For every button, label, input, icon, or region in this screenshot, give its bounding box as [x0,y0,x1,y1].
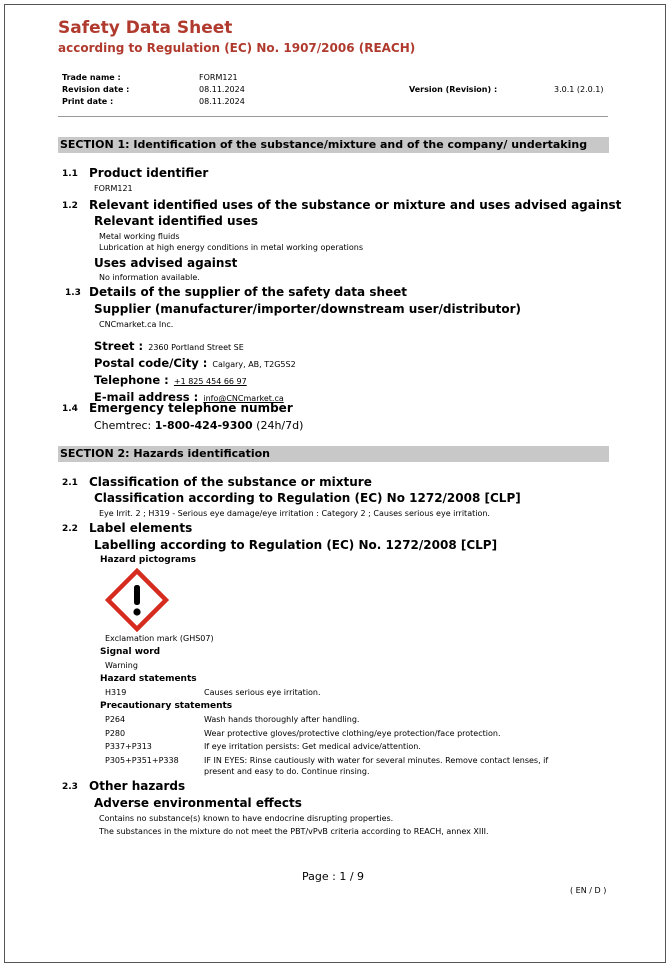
environmental-text-2: The substances in the mixture do not meet the PBT/vPvB criteria according to REACH, annex XIII. [99,827,489,836]
document-subtitle: according to Regulation (EC) No. 1907/2006 (REACH) [58,41,416,55]
revision-date-value: 08.11.2024 [199,85,245,94]
page-number: Page : 1 / 9 [302,870,365,883]
email-label: E-mail address : [94,390,199,404]
s21-classification-heading: Classification according to Regulation (EC) No 1272/2008 [CLP] [94,491,521,505]
hazard-statements-heading: Hazard statements [100,674,197,684]
s12-advised-against-heading: Uses advised against [94,256,238,270]
trade-name-value: FORM121 [199,73,238,82]
signal-word-heading: Signal word [100,647,161,657]
pictogram-caption: Exclamation mark (GHS07) [105,634,214,643]
use-lubrication: Lubrication at high energy conditions in metal working operations [99,243,364,252]
s21-number: 2.1 [62,478,78,488]
precaution-code: P337+P313 [105,742,152,751]
s23-environmental-heading: Adverse environmental effects [94,796,302,810]
s11-number: 1.1 [62,169,78,179]
precaution-code: P305+P351+P338 [105,756,179,765]
precaution-code: P264 [105,715,126,724]
precaution-text: Wash hands thoroughly after handling. [204,715,360,724]
s11-title: Product identifier [89,166,209,180]
s14-number: 1.4 [62,404,78,414]
emergency-hours: (24h/7d) [256,419,304,432]
s13-number: 1.3 [65,288,81,298]
s13-supplier-heading: Supplier (manufacturer/importer/downstream user/distributor) [94,302,522,316]
telephone-label: Telephone : [94,373,169,387]
environmental-text-1: Contains no substance(s) known to have endocrine disrupting properties. [99,814,394,823]
language-code: ( EN / D ) [570,886,607,895]
s22-number: 2.2 [62,524,78,534]
revision-date-label: Revision date : [62,85,130,94]
s12-relevant-uses-heading: Relevant identified uses [94,214,259,228]
document-title: Safety Data Sheet [58,18,233,38]
telephone-link[interactable]: +1 825 454 66 97 [173,377,247,386]
s12-number: 1.2 [62,201,78,211]
precautionary-heading: Precautionary statements [100,701,233,711]
s13-title: Details of the supplier of the safety data sheet [89,285,408,299]
print-date-label: Print date : [62,97,114,106]
street-value: 2360 Portland Street SE [148,343,244,352]
s22-labelling-heading: Labelling according to Regulation (EC) No. 1272/2008 [CLP] [94,538,498,552]
emergency-provider: Chemtrec: [94,419,152,432]
postal-value: Calgary, AB, T2G5S2 [212,360,296,369]
version-label: Version (Revision) : [409,85,498,94]
print-date-value: 08.11.2024 [199,97,245,106]
advised-against-text: No information available. [99,273,200,282]
s21-title: Classification of the substance or mixture [89,475,372,489]
s22-title: Label elements [89,521,193,535]
s23-number: 2.3 [62,782,78,792]
classification-text: Eye Irrit. 2 ; H319 - Serious eye damage/eye irritation : Category 2 ; Causes serious eye irritation. [99,509,490,518]
precaution-code: P280 [105,729,126,738]
precaution-text: Wear protective gloves/protective clothing/eye protection/face protection. [204,729,501,738]
emergency-phone-row [94,419,303,432]
signal-word: Warning [105,661,138,670]
hazard-text: Causes serious eye irritation. [204,688,321,697]
section-2-header: SECTION 2: Hazards identification [58,446,609,462]
product-identifier: FORM121 [94,184,133,193]
ghs07-exclamation-icon [105,568,169,632]
pictograms-heading: Hazard pictograms [100,555,196,565]
supplier-company: CNCmarket.ca Inc. [99,320,174,329]
email-link[interactable]: info@CNCmarket.ca [203,394,284,403]
section-1-header: SECTION 1: Identification of the substance/mixture and of the company/ undertaking [58,137,609,153]
precaution-text: IF IN EYES: Rinse cautiously with water for several minutes. Remove contact lenses, if [204,756,549,765]
street-label: Street : [94,339,144,353]
header-divider [58,116,608,117]
precaution-text-continued: present and easy to do. Continue rinsing. [204,767,370,776]
use-metal-working: Metal working fluids [99,232,180,241]
s12-title: Relevant identified uses of the substance or mixture and uses advised against [89,198,622,212]
trade-name-label: Trade name : [62,73,121,82]
precaution-text: If eye irritation persists: Get medical advice/attention. [204,742,421,751]
version-value: 3.0.1 (2.0.1) [554,85,604,94]
emergency-number: 1-800-424-9300 [154,419,253,432]
postal-label: Postal code/City : [94,356,208,370]
s23-title: Other hazards [89,779,186,793]
hazard-code: H319 [105,688,127,697]
s14-title: Emergency telephone number [89,401,293,415]
